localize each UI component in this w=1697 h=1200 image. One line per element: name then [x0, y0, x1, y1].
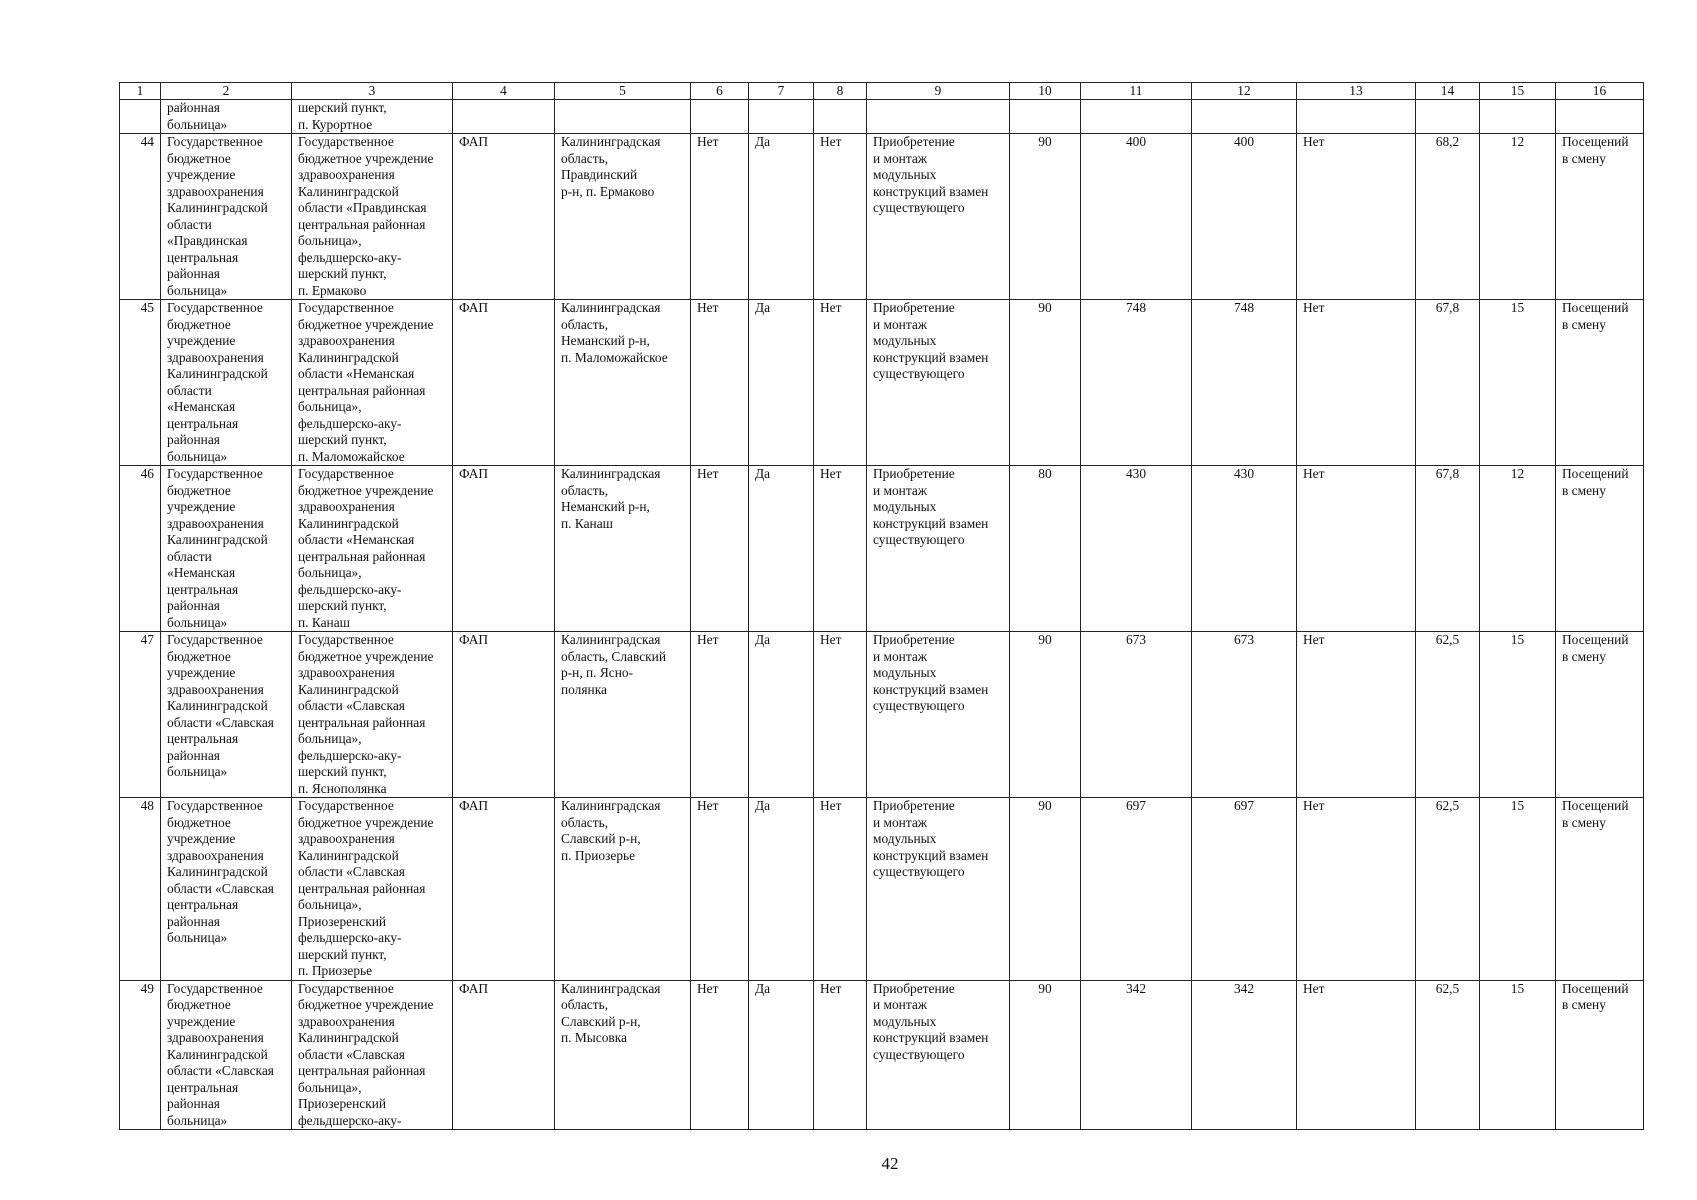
- cell-c16: Посещений в смену: [1556, 134, 1644, 300]
- column-header: 1: [120, 83, 161, 100]
- cell-c8: Нет: [814, 300, 867, 466]
- cell-org: Государственное бюджетное учреждение здравоохранения Калининградской области «Славская центральная районная больница»: [161, 980, 292, 1130]
- cell-c16: Посещений в смену: [1556, 466, 1644, 632]
- cell-c7: Да: [749, 466, 814, 632]
- cell-action: Приобретение и монтаж модульных конструкций взамен существующего: [867, 798, 1010, 981]
- cell-c8: Нет: [814, 798, 867, 981]
- cell-org: Государственное бюджетное учреждение здравоохранения Калининградской области «Славская центральная районная больница»: [161, 632, 292, 798]
- cell-c10: 90: [1010, 798, 1081, 981]
- cell-c7: Да: [749, 980, 814, 1130]
- cell-c16: Посещений в смену: [1556, 300, 1644, 466]
- cell-c16: Посещений в смену: [1556, 980, 1644, 1130]
- column-header: 10: [1010, 83, 1081, 100]
- cell-c11: 342: [1081, 980, 1192, 1130]
- cell-c11: 748: [1081, 300, 1192, 466]
- cell-c10: 90: [1010, 134, 1081, 300]
- cell-action: Приобретение и монтаж модульных конструкций взамен существующего: [867, 300, 1010, 466]
- cell-c7: Да: [749, 632, 814, 798]
- column-header: 4: [453, 83, 555, 100]
- cell-c6: Нет: [691, 300, 749, 466]
- cell-c11: 697: [1081, 798, 1192, 981]
- cell-facility: шерский пункт, п. Курортное: [292, 100, 453, 134]
- cell-c14: 67,8: [1416, 466, 1480, 632]
- cell-c10: 90: [1010, 980, 1081, 1130]
- data-table: [119, 82, 1644, 1130]
- table-row: [120, 134, 1644, 300]
- cell-c14: 68,2: [1416, 134, 1480, 300]
- cell-c16: Посещений в смену: [1556, 632, 1644, 798]
- cell-c14: 62,5: [1416, 798, 1480, 981]
- cell-c8: Нет: [814, 134, 867, 300]
- cell-org: Государственное бюджетное учреждение здравоохранения Калининградской области «Правдинская центральная районная больница»: [161, 134, 292, 300]
- column-header: 3: [292, 83, 453, 100]
- cell-facility: Государственное бюджетное учреждение здравоохранения Калининградской области «Славская центральная районная больница», Приозеренский фельдшерско-аку- шерский пункт, п. Приозерье: [292, 798, 453, 981]
- cell-c11: 400: [1081, 134, 1192, 300]
- cell-type: ФАП: [453, 300, 555, 466]
- cell-c6: Нет: [691, 466, 749, 632]
- cell-type: ФАП: [453, 980, 555, 1130]
- cell-c12: 430: [1192, 466, 1297, 632]
- cell-c12: 697: [1192, 798, 1297, 981]
- cell-number: 44: [120, 134, 161, 300]
- cell-c7: Да: [749, 300, 814, 466]
- cell-org: Государственное бюджетное учреждение здравоохранения Калининградской области «Славская центральная районная больница»: [161, 798, 292, 981]
- cell-c10: 80: [1010, 466, 1081, 632]
- cell-c10: 90: [1010, 632, 1081, 798]
- cell-number: 49: [120, 980, 161, 1130]
- table-row: [120, 466, 1644, 632]
- column-number-header-row: [120, 83, 1644, 100]
- cell-c6: Нет: [691, 632, 749, 798]
- cell-c13: Нет: [1297, 798, 1416, 981]
- cell-number: 46: [120, 466, 161, 632]
- cell-c12: 400: [1192, 134, 1297, 300]
- cell-c13: Нет: [1297, 134, 1416, 300]
- column-header: 16: [1556, 83, 1644, 100]
- continuation-row: [120, 100, 1644, 134]
- cell-c15: 12: [1480, 466, 1556, 632]
- cell-c6: Нет: [691, 134, 749, 300]
- cell-facility: Государственное бюджетное учреждение здравоохранения Калининградской области «Славская центральная районная больница», фельдшерско-аку- шерский пункт, п. Яснополянка: [292, 632, 453, 798]
- cell-c11: 673: [1081, 632, 1192, 798]
- column-header: 13: [1297, 83, 1416, 100]
- cell-c7: Да: [749, 798, 814, 981]
- cell-action: Приобретение и монтаж модульных конструкций взамен существующего: [867, 980, 1010, 1130]
- cell-org: районная больница»: [161, 100, 292, 134]
- column-header: 5: [555, 83, 691, 100]
- column-header: 11: [1081, 83, 1192, 100]
- cell-c16: Посещений в смену: [1556, 798, 1644, 981]
- cell-type: ФАП: [453, 134, 555, 300]
- cell-c13: Нет: [1297, 632, 1416, 798]
- cell-address: Калининградская область, Неманский р-н, п. Канаш: [555, 466, 691, 632]
- column-header: 7: [749, 83, 814, 100]
- cell-facility: Государственное бюджетное учреждение здравоохранения Калининградской области «Неманская центральная районная больница», фельдшерско-аку- шерский пункт, п. Маломожайское: [292, 300, 453, 466]
- column-header: 2: [161, 83, 292, 100]
- cell-c12: 673: [1192, 632, 1297, 798]
- cell-c15: 15: [1480, 300, 1556, 466]
- cell-c14: 62,5: [1416, 980, 1480, 1130]
- column-header: 6: [691, 83, 749, 100]
- cell-c6: Нет: [691, 798, 749, 981]
- cell-c8: Нет: [814, 466, 867, 632]
- cell-c12: 748: [1192, 300, 1297, 466]
- cell-c13: Нет: [1297, 980, 1416, 1130]
- cell-type: ФАП: [453, 632, 555, 798]
- cell-action: Приобретение и монтаж модульных конструкций взамен существующего: [867, 466, 1010, 632]
- column-header: 14: [1416, 83, 1480, 100]
- cell-facility: Государственное бюджетное учреждение здравоохранения Калининградской области «Правдинская центральная районная больница», фельдшерско-аку- шерский пункт, п. Ермаково: [292, 134, 453, 300]
- table-row: [120, 632, 1644, 798]
- cell-c11: 430: [1081, 466, 1192, 632]
- cell-type: ФАП: [453, 798, 555, 981]
- cell-address: Калининградская область, Неманский р-н, п. Маломожайское: [555, 300, 691, 466]
- cell-c15: 15: [1480, 980, 1556, 1130]
- column-header: 8: [814, 83, 867, 100]
- cell-c13: Нет: [1297, 300, 1416, 466]
- cell-c8: Нет: [814, 980, 867, 1130]
- cell-address: Калининградская область, Славский р-н, п. Ясно- полянка: [555, 632, 691, 798]
- cell-c14: 62,5: [1416, 632, 1480, 798]
- column-header: 9: [867, 83, 1010, 100]
- cell-org: Государственное бюджетное учреждение здравоохранения Калининградской области «Неманская центральная районная больница»: [161, 300, 292, 466]
- cell-c7: Да: [749, 134, 814, 300]
- cell-address: Калининградская область, Славский р-н, п. Мысовка: [555, 980, 691, 1130]
- cell-type: ФАП: [453, 466, 555, 632]
- column-header: 15: [1480, 83, 1556, 100]
- cell-c15: 12: [1480, 134, 1556, 300]
- cell-c13: Нет: [1297, 466, 1416, 632]
- cell-action: Приобретение и монтаж модульных конструкций взамен существующего: [867, 134, 1010, 300]
- cell-c12: 342: [1192, 980, 1297, 1130]
- table-row: [120, 798, 1644, 981]
- cell-c15: 15: [1480, 798, 1556, 981]
- cell-address: Калининградская область, Правдинский р-н, п. Ермаково: [555, 134, 691, 300]
- cell-c6: Нет: [691, 980, 749, 1130]
- table-row: [120, 300, 1644, 466]
- cell-number: 45: [120, 300, 161, 466]
- cell-facility: Государственное бюджетное учреждение здравоохранения Калининградской области «Славская центральная районная больница», Приозеренский фельдшерско-аку-: [292, 980, 453, 1130]
- cell-facility: Государственное бюджетное учреждение здравоохранения Калининградской области «Неманская центральная районная больница», фельдшерско-аку- шерский пункт, п. Канаш: [292, 466, 453, 632]
- cell-action: Приобретение и монтаж модульных конструкций взамен существующего: [867, 632, 1010, 798]
- cell-c10: 90: [1010, 300, 1081, 466]
- table-row: [120, 980, 1644, 1130]
- cell-number: 47: [120, 632, 161, 798]
- cell-org: Государственное бюджетное учреждение здравоохранения Калининградской области «Неманская центральная районная больница»: [161, 466, 292, 632]
- cell-number: 48: [120, 798, 161, 981]
- cell-c14: 67,8: [1416, 300, 1480, 466]
- cell-c8: Нет: [814, 632, 867, 798]
- cell-c15: 15: [1480, 632, 1556, 798]
- cell-address: Калининградская область, Славский р-н, п. Приозерье: [555, 798, 691, 981]
- page-number: 42: [881, 1154, 899, 1173]
- column-header: 12: [1192, 83, 1297, 100]
